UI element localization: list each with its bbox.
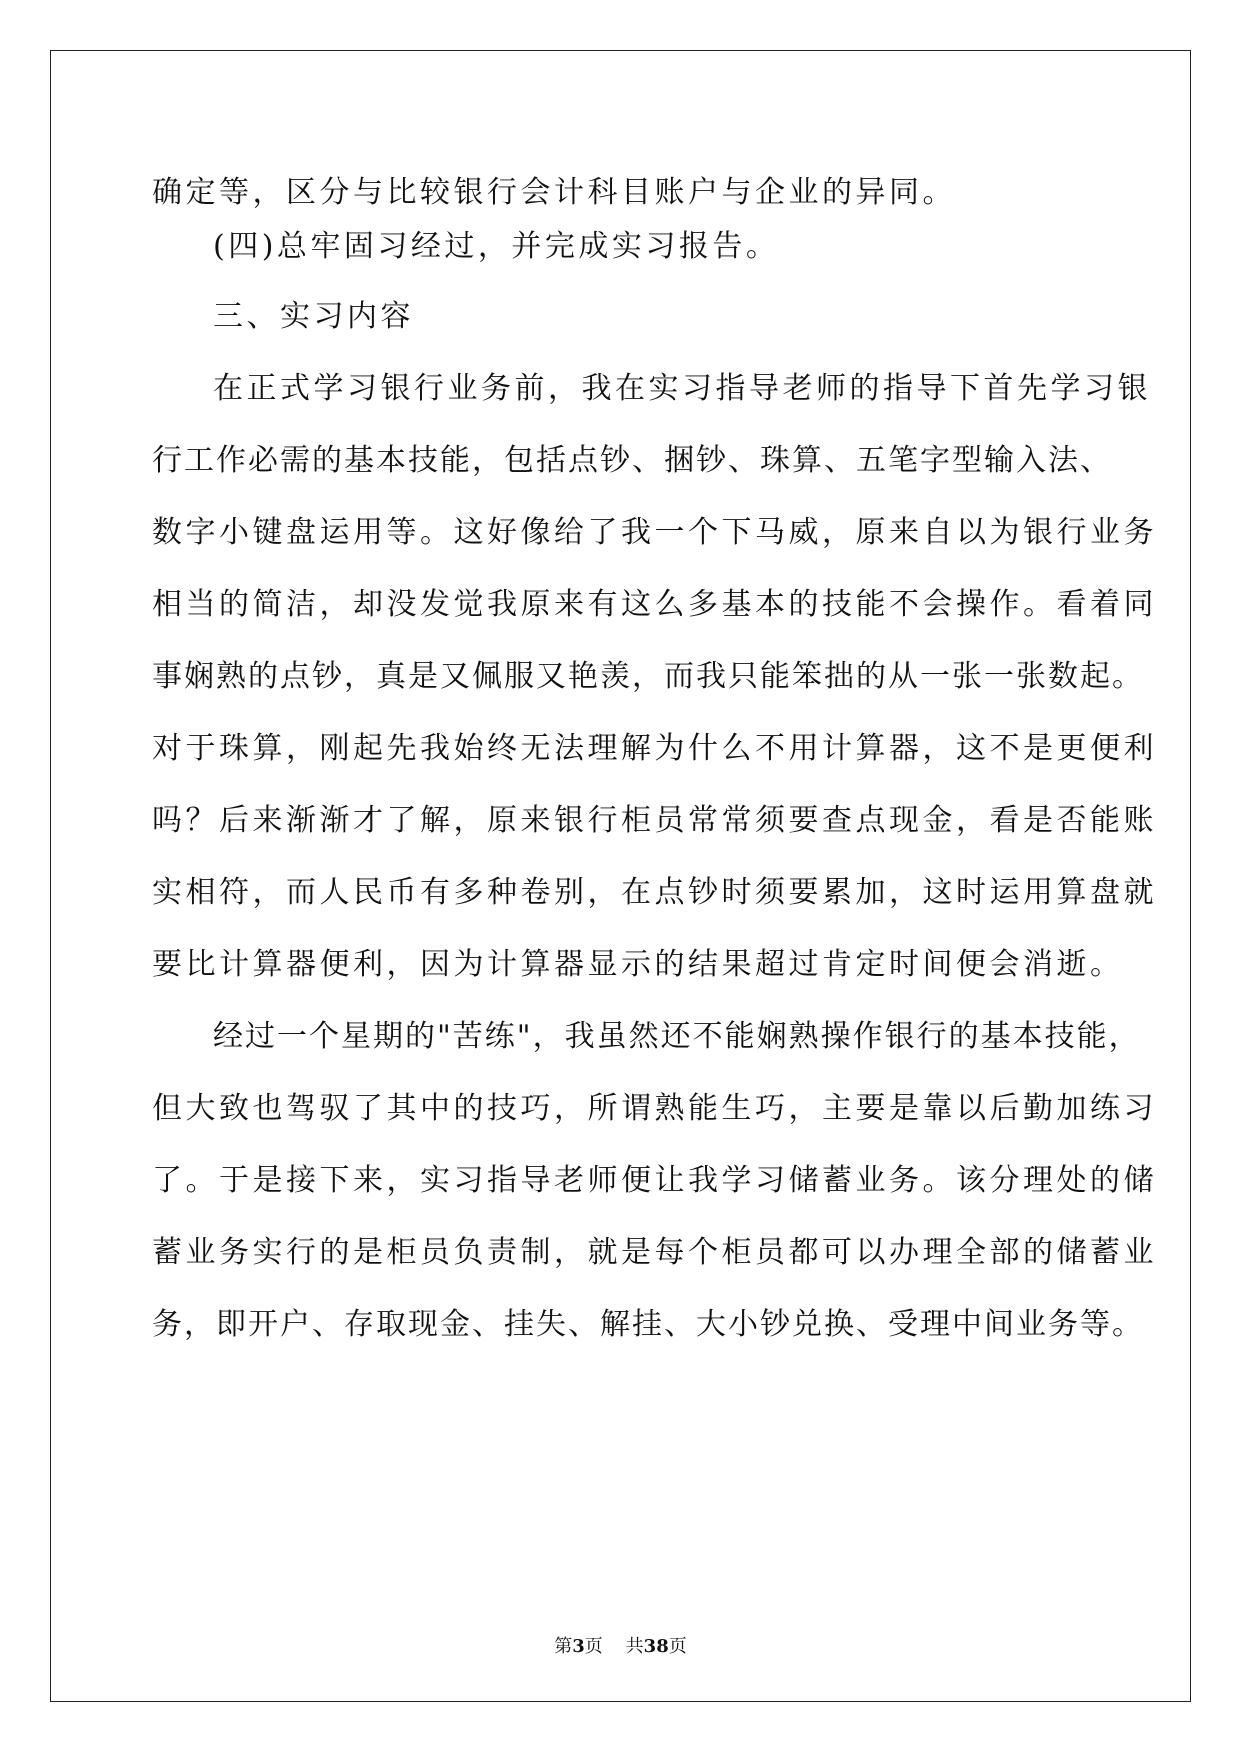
body-line: (四)总牢固习经过，并完成实习报告。 <box>213 229 780 264</box>
body-line: 对于珠算，刚起先我始终无法理解为什么不用计算器，这不是更便利 <box>152 731 1157 766</box>
body-line: 相当的简洁，却没发觉我原来有这么多基本的技能不会操作。看着同 <box>152 587 1157 622</box>
body-line: 实相符，而人民币有多种卷别，在点钞时须要累加，这时运用算盘就 <box>152 875 1157 910</box>
body-line: 经过一个星期的"苦练"，我虽然还不能娴熟操作银行的基本技能， <box>213 1019 1141 1054</box>
body-line: 行工作必需的基本技能，包括点钞、捆钞、珠算、五笔字型输入法、 <box>152 443 1112 478</box>
body-line: 务，即开户、存取现金、挂失、解挂、大小钞兑换、受理中间业务等。 <box>152 1307 1144 1342</box>
body-line: 但大致也驾驭了其中的技巧，所谓熟能生巧，主要是靠以后勤加练习 <box>152 1091 1157 1126</box>
body-line: 事娴熟的点钞，真是又佩服又艳羡，而我只能笨拙的从一张一张数起。 <box>152 659 1144 694</box>
body-line: 蓄业务实行的是柜员负责制，就是每个柜员都可以办理全部的储蓄业 <box>152 1235 1157 1270</box>
body-line: 了。于是接下来，实习指导老师便让我学习储蓄业务。该分理处的储 <box>152 1163 1157 1198</box>
footer-page-number: 3 <box>572 1636 585 1657</box>
body-line: 数字小键盘运用等。这好像给了我一个下马威，原来自以为银行业务 <box>152 515 1157 550</box>
body-line: 在正式学习银行业务前，我在实习指导老师的指导下首先学习银 <box>213 371 1151 406</box>
footer-page-suffix: 页 <box>584 1636 603 1657</box>
page-footer <box>0 1632 1241 1658</box>
footer-prefix: 第 <box>554 1636 573 1657</box>
section-heading: 三、实习内容 <box>213 299 414 334</box>
footer-total-suffix: 页 <box>668 1636 687 1657</box>
body-line: 吗？后来渐渐才了解，原来银行柜员常常须要查点现金，看是否能账 <box>152 803 1157 838</box>
body-line: 要比计算器便利，因为计算器显示的结果超过肯定时间便会消逝。 <box>152 947 1124 982</box>
body-line: 确定等，区分与比较银行会计科目账户与企业的异同。 <box>152 175 956 210</box>
footer-total-prefix: 共 <box>625 1636 644 1657</box>
footer-total-pages: 38 <box>643 1636 669 1657</box>
